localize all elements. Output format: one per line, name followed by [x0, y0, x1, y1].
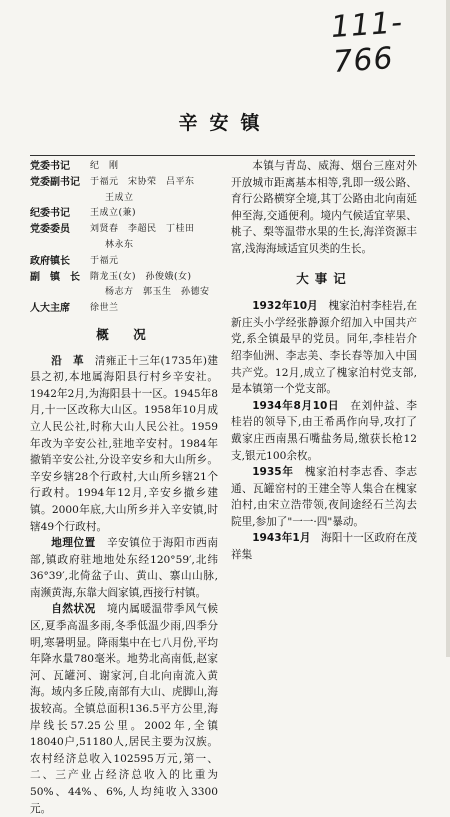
paragraph-history [30, 353, 218, 536]
section-heading-overview: 概 况 [96, 326, 152, 342]
event-text: 槐家泊村李桂岩,在新庄头小学经张静源介绍加入中国共产党,系全镇最早的党员。同年,李桂岩介绍李仙洲、李志美、李长春等加入中国共产党。12月,成立了槐家泊村党支部,是本镇第一个党支部。 [231, 300, 417, 396]
page-edge [446, 0, 450, 657]
committee-row [30, 175, 218, 191]
event-date: 1932年10月 [252, 300, 318, 313]
page-title: 辛安镇 [178, 112, 272, 134]
paragraph-lead: 沿 革 [51, 354, 84, 367]
event-date: 1943年1月 [252, 532, 311, 545]
paragraph-lead: 自然状况 [51, 603, 96, 616]
paragraph-text: 境内属暖温带季风气候区,夏季高温多雨,冬季低温少雨,四季分明,寒暑明显。降雨集中在七八月份,平均年降水量780毫米。地势北高南低,赵家河、瓦罐河、谢家河,自北向南流入黄海。域内多丘陵,南部有大山、虎脚山,海拔较高。全镇总面积136.5平方公里,海岸线长57.25公里。2002年,全镇18040户,51180人,居民主要为汉族。农村经济总收入102595万元,第一、二、三产业占经济总收入的比重为50%、44%、6%,人均纯收入3300元。 [30, 603, 219, 815]
event-item [231, 464, 417, 530]
paragraph-lead: 地理位置 [51, 537, 96, 550]
committee-names-cont: 林永东 [105, 239, 134, 250]
committee-role: 副 镇 长 [30, 271, 80, 283]
committee-row [30, 301, 218, 317]
committee-list [30, 159, 218, 317]
event-text: 槐家泊村李志香、李志通、瓦罐窑村的王建全等人集合在槐家泊村,由宋立浩带领,夜间途经石兰沟去院里,参加了"一一·四"暴动。 [231, 466, 417, 528]
committee-names: 刘贤春 李超民 丁桂田 [90, 224, 195, 235]
committee-role: 党委委员 [30, 224, 70, 236]
committee-row [30, 222, 218, 238]
committee-names: 于福元 宋协荣 吕平东 [90, 176, 195, 187]
committee-row [30, 159, 218, 175]
event-item [231, 398, 417, 464]
paragraph-nature [30, 601, 218, 817]
committee-names: 纪 刚 [90, 161, 119, 171]
committee-names: 隋龙玉(女) 孙俊娥(女) [90, 271, 192, 282]
event-date: 1935年 [252, 466, 294, 479]
paragraph-transport: 本镇与青岛、威海、烟台三座对外开放城市距离基本相等,乳即一级公路、育行公路横穿全境,其丁公路由北向南延伸至海,交通便利。境内气候适宜苹果、桃子、梨等温带水果的生长,海洋资源丰富,浅海海域适宜贝类的生长。 [231, 160, 417, 255]
paragraph-text: 辛安镇位于海阳市西南部,镇政府驻地地处东经120°59′,北纬36°39′,北倚盆子山、黄山、寨山山脉,南濒黄海,东靠大阎家镇,西接行村镇。 [30, 537, 219, 599]
committee-row [30, 254, 218, 270]
committee-role: 政府镇长 [30, 255, 70, 267]
section-heading-events: 大事记 [296, 270, 352, 286]
paragraph-text: 清雍正十三年(1735年)建县之初,本地属海阳县行村乡辛安社。1942年2月,为海阳县十一区。1945年8月,十一区改称大山区。1958年10月成立人民公社,时称大山人民公社。1959年改为辛安公社,驻地辛安村。1984年撤销辛安公社,分设辛安乡和大山所乡。辛安乡辖28个行政村,大山所乡辖21个行政村。1994年12月,辛安乡撤乡建镇。2000年底,大山所乡并入辛安镇,时辖49个行政村。 [30, 354, 218, 533]
event-item [231, 530, 417, 563]
event-text: 在刘仲益、李桂岩的领导下,由王希禹作向导,攻打了戴家庄西南黑石嘴盐务局,缴获长枪12支,银元100余枚。 [231, 399, 417, 462]
right-column [231, 158, 417, 564]
event-date: 1934年8月10日 [252, 399, 340, 412]
committee-role: 党委书记 [30, 161, 70, 172]
committee-names-cont: 杨志方 郭玉生 孙德安 [105, 287, 210, 298]
handwritten-annotation: 111-766 [329, 5, 405, 81]
committee-row [30, 206, 218, 222]
committee-row [30, 270, 218, 286]
committee-role: 纪委书记 [30, 208, 70, 220]
left-column [30, 156, 218, 817]
event-text: 海阳十一区政府在茂祥集 [231, 532, 418, 562]
committee-names-cont: 王成立 [105, 192, 134, 203]
paragraph-location [30, 535, 218, 601]
committee-role: 党委副书记 [30, 176, 80, 188]
committee-role: 人大主席 [30, 303, 70, 315]
committee-names: 于福元 [90, 255, 119, 266]
committee-names: 徐世兰 [90, 303, 119, 314]
committee-names: 王成立(兼) [90, 208, 137, 219]
event-item [231, 298, 417, 398]
